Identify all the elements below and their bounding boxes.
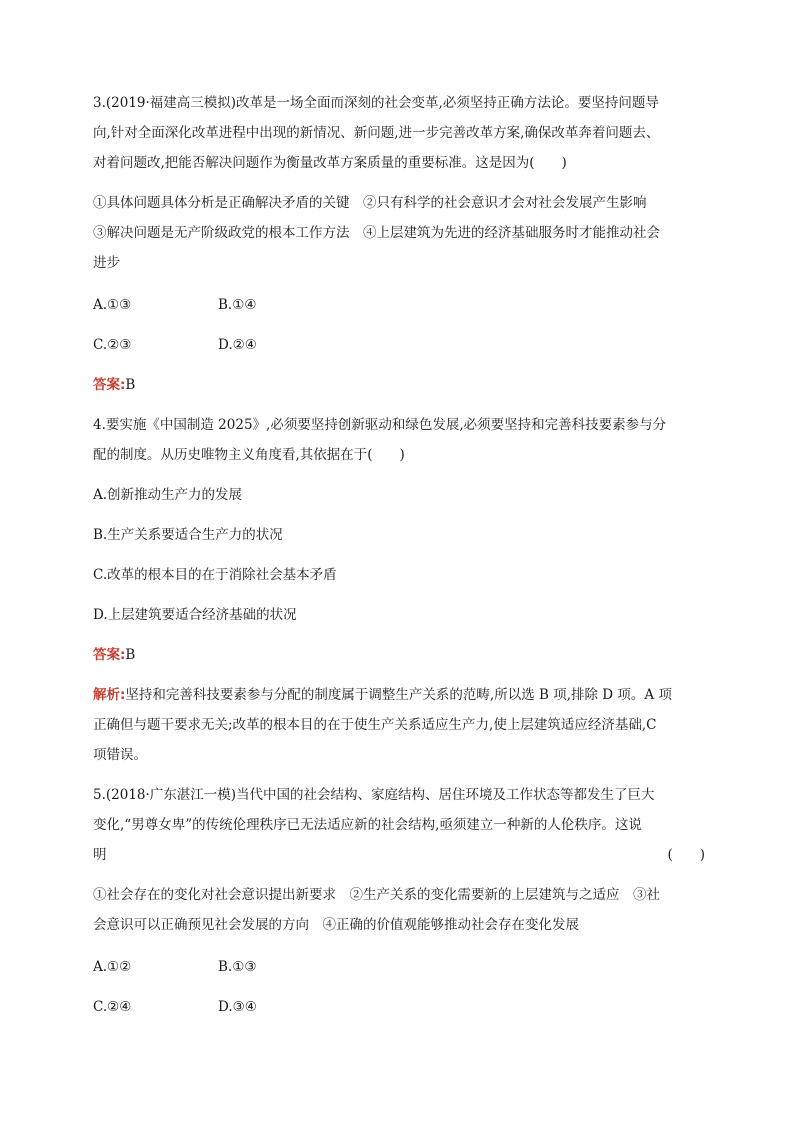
answer-value: B bbox=[125, 377, 136, 393]
option-d: D.上层建筑要适合经济基础的状况 bbox=[93, 607, 297, 623]
question-4-stem: 4.要实施《中国制造 2025》,必须要坚持创新驱动和绿色发展,必须要坚持和完善科技要素参与分 配的制度。从历史唯物主义角度看,其依据在于( ) bbox=[93, 417, 667, 463]
option-c: C.②③ bbox=[93, 337, 132, 353]
question-3-statements: ①具体问题具体分析是正确解决矛盾的关键 ②只有科学的社会意识才会对社会发展产生影响 ③解决问题是无产阶级政党的根本工作方法 ④上层建筑为先进的经济基础服务时才能推动社会 进步 bbox=[93, 195, 660, 271]
document-page bbox=[93, 88, 705, 1022]
option-b: B.①④ bbox=[218, 297, 257, 313]
option-a: A.创新推动生产力的发展 bbox=[93, 487, 243, 503]
answer-value: B bbox=[125, 647, 136, 663]
question-5-options-row-2 bbox=[93, 992, 705, 1022]
question-3-options-row-2 bbox=[93, 330, 705, 360]
option-b: B.①③ bbox=[218, 959, 257, 975]
option-d: D.③④ bbox=[218, 999, 257, 1015]
option-c: C.②④ bbox=[93, 999, 132, 1015]
question-4 bbox=[93, 410, 705, 770]
question-5-stem-last-line: 明 ( ) bbox=[93, 840, 705, 870]
question-3-answer bbox=[93, 370, 705, 400]
question-5-options-row-1 bbox=[93, 952, 705, 982]
option-d: D.②④ bbox=[218, 337, 257, 353]
option-b: B.生产关系要适合生产力的状况 bbox=[93, 527, 283, 543]
question-5 bbox=[93, 780, 705, 1022]
answer-label: 答案: bbox=[93, 377, 126, 393]
question-5-statements: ①社会存在的变化对社会意识提出新要求 ②生产关系的变化需要新的上层建筑与之适应 ③社 会意识可以正确预见社会发展的方向 ④正确的价值观能够推动社会存在变化发展 bbox=[93, 887, 660, 933]
question-5-stem: 5.(2018·广东湛江一模)当代中国的社会结构、家庭结构、居住环境及工作状态等都发生了巨大 变化,“男尊女卑”的传统伦理秩序已无法适应新的社会结构,亟须建立一种新的人伦秩序。这说 bbox=[93, 787, 655, 833]
option-c: C.改革的根本目的在于消除社会基本矛盾 bbox=[93, 567, 337, 583]
option-a: A.①③ bbox=[93, 297, 132, 313]
question-3 bbox=[93, 88, 705, 400]
question-4-answer bbox=[93, 640, 705, 670]
question-4-analysis: 解析:坚持和完善科技要素参与分配的制度属于调整生产关系的范畴,所以选 B 项,排除 D 项。A 项 正确但与题干要求无关;改革的根本目的在于使生产关系适应生产力,使上层建筑适应经济基础,C 项错误。 bbox=[93, 687, 672, 763]
answer-paren: ( ) bbox=[667, 847, 705, 863]
answer-label: 答案: bbox=[93, 647, 126, 663]
question-3-stem: 3.(2019·福建高三模拟)改革是一场全面而深刻的社会变革,必须坚持正确方法论。要坚持问题导 向,针对全面深化改革进程中出现的新情况、新问题,进一步完善改革方案,确保改革奔着问题去、 对着问题改,把能否解决问题作为衡量改革方案质量的重要标准。这是因为( ) bbox=[93, 95, 660, 171]
option-a: A.①② bbox=[93, 959, 132, 975]
question-3-options-row-1 bbox=[93, 290, 705, 320]
analysis-label: 解析: bbox=[93, 687, 126, 703]
